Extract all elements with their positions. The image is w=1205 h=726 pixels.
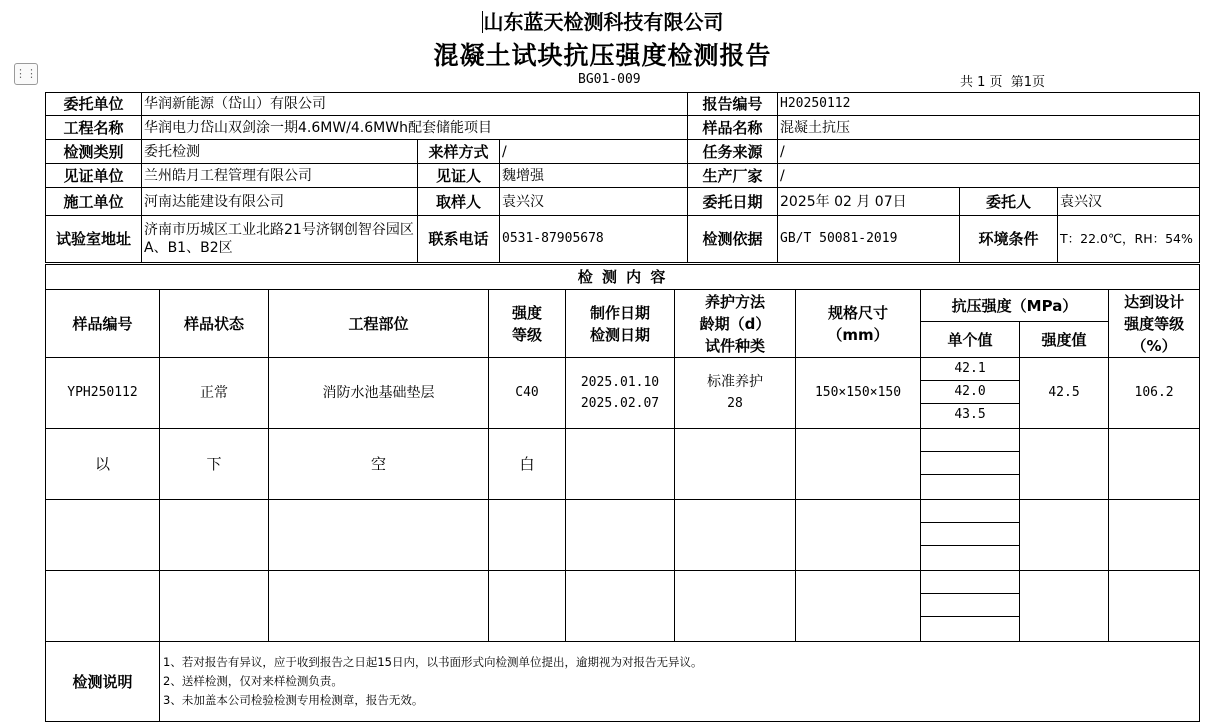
strength-value-cell: 42.5 <box>1020 358 1109 429</box>
sampler-label: 取样人 <box>418 188 500 216</box>
header-curing: 养护方法 龄期（d） 试件种类 <box>675 290 796 358</box>
table-move-handle-icon[interactable]: ⋮⋮ <box>14 63 38 85</box>
company-name-text: 山东蓝天检测科技有限公司 <box>483 10 724 34</box>
sample-name-value: 混凝土抗压 <box>778 116 1200 140</box>
single-value: 42.1 <box>921 358 1019 381</box>
report-no-label: 报告编号 <box>688 93 778 116</box>
document-number: BG01-009 <box>578 72 641 87</box>
report-no-value: H20250112 <box>778 93 1200 116</box>
env-label: 环境条件 <box>960 216 1058 263</box>
size-cell: 150×150×150 <box>796 358 921 429</box>
note-item: 2、送样检测，仅对来样检测负责。 <box>163 674 343 688</box>
consignor-label: 委托人 <box>960 188 1058 216</box>
header-part: 工程部位 <box>269 290 489 358</box>
results-table <box>45 264 1200 722</box>
page-indicator <box>960 71 1049 90</box>
info-table <box>45 92 1200 263</box>
construction-label: 施工单位 <box>46 188 142 216</box>
construction-value: 河南达能建设有限公司 <box>142 188 418 216</box>
phone-value: 0531-87905678 <box>500 216 688 263</box>
header-dates: 制作日期 检测日期 <box>566 290 675 358</box>
curing-cell: 标准养护 28 <box>675 358 796 429</box>
single-values-cell <box>921 429 1020 500</box>
header-sample-no: 样品编号 <box>46 290 160 358</box>
header-reach-percent: 达到设计 强度等级 （%） <box>1109 290 1200 358</box>
notes-label: 检测说明 <box>46 642 160 722</box>
header-grade: 强度 等级 <box>489 290 566 358</box>
company-name <box>0 6 1205 35</box>
single-values-cell <box>921 500 1020 571</box>
header-strength: 抗压强度（MPa） <box>921 290 1109 322</box>
dates-cell: 2025.01.10 2025.02.07 <box>566 358 675 429</box>
project-label: 工程名称 <box>46 116 142 140</box>
sample-state-cell: 正常 <box>160 358 269 429</box>
header-strength-value: 强度值 <box>1020 322 1109 358</box>
text-cursor <box>482 11 483 33</box>
lab-address-label: 试验室地址 <box>46 216 142 263</box>
commission-date-label: 委托日期 <box>688 188 778 216</box>
task-source-value: / <box>778 140 1200 164</box>
single-values-cell <box>921 571 1020 642</box>
lab-address-value: 济南市历城区工业北路21号济钢创智谷园区A、B1、B2区 <box>142 216 418 263</box>
sampler-value: 袁兴汉 <box>500 188 688 216</box>
sample-no-cell: YPH250112 <box>46 358 160 429</box>
note-item: 1、若对报告有异议，应于收到报告之日起15日内，以书面形式向检测单位提出，逾期视为对报告无异议。 <box>163 655 703 669</box>
header-single-value: 单个值 <box>921 322 1020 358</box>
task-source-label: 任务来源 <box>688 140 778 164</box>
test-type-label: 检测类别 <box>46 140 142 164</box>
witness-unit-label: 见证单位 <box>46 164 142 188</box>
manufacturer-label: 生产厂家 <box>688 164 778 188</box>
page-total: 共 1 页 <box>960 75 1003 90</box>
blank-mark: 白 <box>489 429 566 500</box>
table-row <box>46 571 1200 642</box>
grade-cell: C40 <box>489 358 566 429</box>
witness-unit-value: 兰州皓月工程管理有限公司 <box>142 164 418 188</box>
header-sample-state: 样品状态 <box>160 290 269 358</box>
witness-value: 魏增强 <box>500 164 688 188</box>
test-type-value: 委托检测 <box>142 140 418 164</box>
table-row <box>46 500 1200 571</box>
commission-date-value: 2025年 02 月 07日 <box>778 188 960 216</box>
manufacturer-value: / <box>778 164 1200 188</box>
section-title: 检 测 内 容 <box>46 265 1200 290</box>
project-value: 华润电力岱山双剑涂一期4.6MW/4.6MWh配套储能项目 <box>142 116 688 140</box>
page-current: 第1页 <box>1010 75 1045 90</box>
client-label: 委托单位 <box>46 93 142 116</box>
header-size: 规格尺寸 （mm） <box>796 290 921 358</box>
sampling-method-label: 来样方式 <box>418 140 500 164</box>
report-title: 混凝土试块抗压强度检测报告 <box>433 41 772 70</box>
notes <box>160 642 1200 722</box>
single-value: 43.5 <box>954 407 986 422</box>
single-value: 42.0 <box>921 381 1019 404</box>
witness-label: 见证人 <box>418 164 500 188</box>
env-value: T：22.0℃，RH：54% <box>1058 216 1200 263</box>
consignor-value: 袁兴汉 <box>1058 188 1200 216</box>
client-value: 华润新能源（岱山）有限公司 <box>142 93 688 116</box>
note-item: 3、未加盖本公司检验检测专用检测章，报告无效。 <box>163 693 424 707</box>
reach-percent-cell: 106.2 <box>1109 358 1200 429</box>
sampling-method-value: / <box>500 140 688 164</box>
sample-name-label: 样品名称 <box>688 116 778 140</box>
phone-label: 联系电话 <box>418 216 500 263</box>
table-row <box>46 358 1200 429</box>
part-cell: 消防水池基础垫层 <box>269 358 489 429</box>
blank-mark: 下 <box>160 429 269 500</box>
single-values-cell <box>921 358 1020 429</box>
basis-label: 检测依据 <box>688 216 778 263</box>
blank-mark: 空 <box>269 429 489 500</box>
blank-mark: 以 <box>46 429 160 500</box>
basis-value: GB/T 50081-2019 <box>778 216 960 263</box>
table-row <box>46 429 1200 500</box>
